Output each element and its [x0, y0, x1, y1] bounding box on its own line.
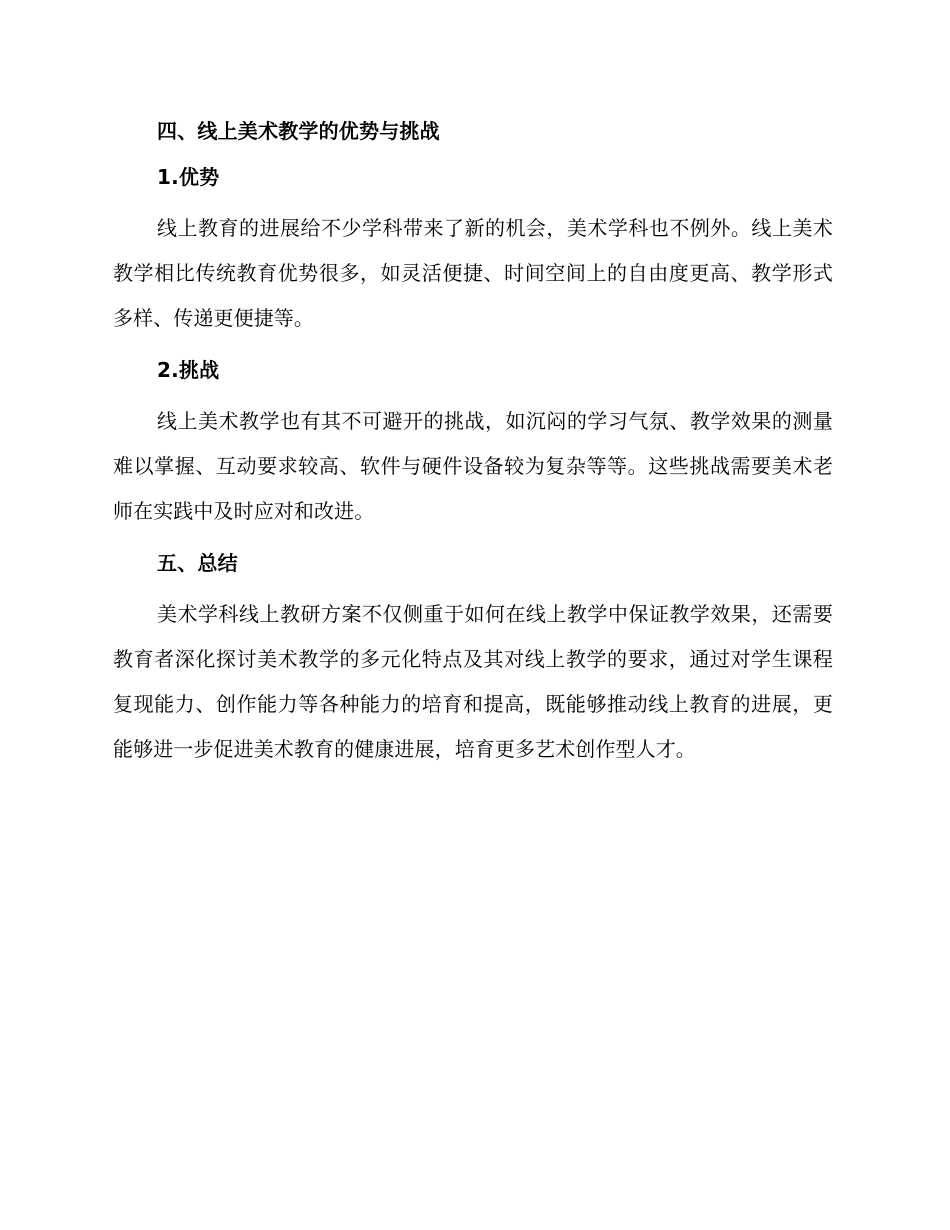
section-heading-summary: 五、总结 — [157, 551, 238, 575]
section-heading-advantages-challenges: 四、线上美术教学的优势与挑战 — [157, 119, 440, 143]
paragraph-challenges: 线上美术教学也有其不可避开的挑战，如沉闷的学习气氛、教学效果的测量难以掌握、互动要求较高、软件与硬件设备较为复杂等等。这些挑战需要美术老师在实践中及时应对和改进。 — [113, 409, 833, 523]
subheading-advantages: 1.优势 — [157, 165, 220, 189]
paragraph-advantages: 线上教育的进展给不少学科带来了新的机会，美术学科也不例外。线上美术教学相比传统教育优势很多，如灵活便捷、时间空间上的自由度更高、教学形式多样、传递更便捷等。 — [113, 216, 833, 330]
subheading-challenges: 2.挑战 — [157, 358, 220, 382]
paragraph-summary: 美术学科线上教研方案不仅侧重于如何在线上教学中保证教学效果，还需要教育者深化探讨美术教学的多元化特点及其对线上教学的要求，通过对学生课程复现能力、创作能力等各种能力的培育和提高，既能够推动线上教育的进展，更能够进一步促进美术教育的健康进展，培育更多艺术创作型人才。 — [113, 602, 833, 761]
document-body — [113, 108, 833, 778]
